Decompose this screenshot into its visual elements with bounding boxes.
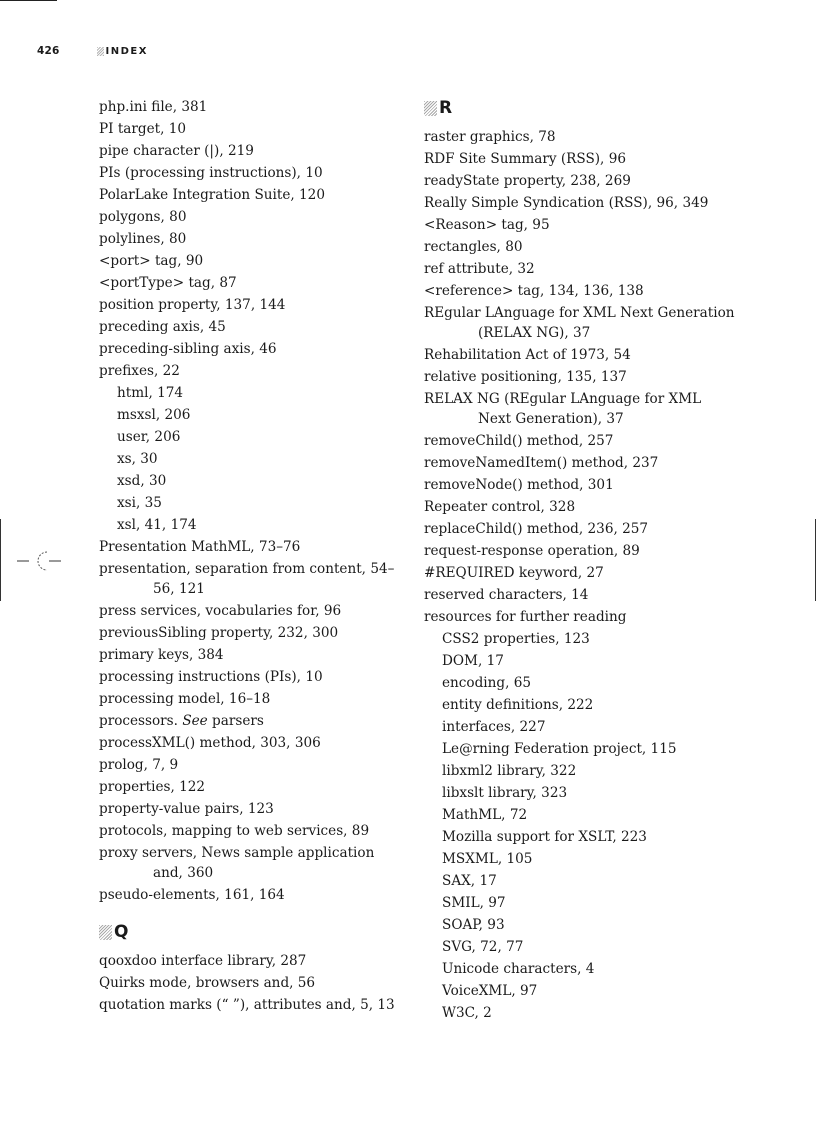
index-entry [99, 536, 399, 558]
index-entry [424, 192, 736, 214]
index-entry [424, 302, 736, 344]
entry-text: libxml2 library, 322 [442, 763, 577, 779]
index-subentry [99, 448, 399, 470]
index-subentry [424, 804, 736, 826]
entry-text: processing instructions (PIs), 10 [99, 669, 323, 685]
index-entry [424, 214, 736, 236]
index-entry [99, 666, 399, 688]
entry-text: primary keys, 384 [99, 647, 224, 663]
entry-text: Really Simple Syndication (RSS), 96, 349 [424, 195, 709, 211]
entry-text: msxsl, 206 [117, 407, 191, 423]
entry-text: prefixes, 22 [99, 363, 180, 379]
entry-text: Mozilla support for XSLT, 223 [442, 829, 647, 845]
entry-text: processing model, 16–18 [99, 691, 271, 707]
entry-text: SMIL, 97 [442, 895, 506, 911]
entry-text: previousSibling property, 232, 300 [99, 625, 339, 641]
registration-mark-icon [17, 549, 61, 573]
index-column-left [99, 96, 399, 1016]
index-entry [424, 474, 736, 496]
index-entry [99, 798, 399, 820]
index-entry [99, 184, 399, 206]
entry-text: <reference> tag, 134, 136, 138 [424, 283, 644, 299]
index-subentry [424, 672, 736, 694]
index-entry [424, 280, 736, 302]
index-entry [99, 294, 399, 316]
index-entry [424, 170, 736, 192]
index-entry [424, 258, 736, 280]
index-entry [99, 710, 399, 732]
header-square-icon [97, 47, 104, 56]
index-entry [99, 228, 399, 250]
entry-text: Quirks mode, browsers and, 56 [99, 975, 316, 991]
entry-text: html, 174 [117, 385, 184, 401]
entry-text: xsd, 30 [117, 473, 167, 489]
index-entry [99, 96, 399, 118]
entry-text: quotation marks (“ ”), attributes and, 5, 13 [99, 997, 395, 1013]
entry-text: <portType> tag, 87 [99, 275, 237, 291]
index-subentry [424, 694, 736, 716]
entry-text: encoding, 65 [442, 675, 532, 691]
entry-text: removeChild() method, 257 [424, 433, 614, 449]
index-entry [424, 540, 736, 562]
entry-text: <Reason> tag, 95 [424, 217, 550, 233]
entry-text: xsi, 35 [117, 495, 162, 511]
entry-text: Repeater control, 328 [424, 499, 576, 515]
entry-text: removeNode() method, 301 [424, 477, 614, 493]
entry-text: property-value pairs, 123 [99, 801, 274, 817]
index-entry [99, 842, 399, 884]
index-entry [99, 558, 399, 600]
entry-text: polygons, 80 [99, 209, 187, 225]
entry-text: readyState property, 238, 269 [424, 173, 631, 189]
index-entry [99, 140, 399, 162]
entry-text: Rehabilitation Act of 1973, 54 [424, 347, 631, 363]
entry-text: qooxdoo interface library, 287 [99, 953, 307, 969]
entry-text: relative positioning, 135, 137 [424, 369, 627, 385]
index-entry [424, 584, 736, 606]
entry-text: pseudo-elements, 161, 164 [99, 887, 285, 903]
index-subentry [424, 716, 736, 738]
entry-text: preceding-sibling axis, 46 [99, 341, 277, 357]
entry-text: php.ini file, 381 [99, 99, 208, 115]
index-entry [99, 162, 399, 184]
index-entry [424, 148, 736, 170]
index-entry [99, 272, 399, 294]
index-entry [99, 338, 399, 360]
section-letter: R [439, 98, 453, 118]
index-entry [424, 344, 736, 366]
section-heading-q [99, 920, 399, 944]
entry-text: polylines, 80 [99, 231, 187, 247]
entry-text: SAX, 17 [442, 873, 497, 889]
section-heading-r [424, 96, 736, 120]
index-subentry [99, 514, 399, 536]
top-crop-rule [0, 0, 57, 1]
index-entry [424, 452, 736, 474]
index-subentry [424, 760, 736, 782]
entry-text: ref attribute, 32 [424, 261, 535, 277]
left-crop-line [0, 519, 1, 601]
index-subentry [424, 650, 736, 672]
index-entry [99, 316, 399, 338]
index-entry [99, 884, 399, 906]
index-subentry [99, 382, 399, 404]
index-entry [424, 236, 736, 258]
header-title: INDEX [105, 45, 148, 57]
entry-text: Unicode characters, 4 [442, 961, 595, 977]
index-entry [424, 388, 736, 430]
index-list-q [99, 950, 399, 1016]
entry-text: entity definitions, 222 [442, 697, 594, 713]
entry-text: PI target, 10 [99, 121, 187, 137]
entry-text: user, 206 [117, 429, 181, 445]
index-subentry [424, 782, 736, 804]
index-subentry [424, 738, 736, 760]
entry-text: PolarLake Integration Suite, 120 [99, 187, 325, 203]
entry-text: SOAP, 93 [442, 917, 505, 933]
index-entry [424, 518, 736, 540]
index-entry [99, 732, 399, 754]
entry-text: MathML, 72 [442, 807, 528, 823]
entry-text: properties, 122 [99, 779, 206, 795]
entry-text: Le@rning Federation project, 115 [442, 741, 677, 757]
index-entry [99, 644, 399, 666]
entry-text: removeNamedItem() method, 237 [424, 455, 659, 471]
entry-text: proxy servers, News sample application and, 360 [99, 845, 375, 881]
page-header [37, 43, 148, 59]
section-square-icon [99, 925, 112, 940]
index-entry [99, 118, 399, 140]
entry-text: processors. [99, 713, 178, 729]
entry-text: SVG, 72, 77 [442, 939, 524, 955]
index-subentry [99, 492, 399, 514]
index-entry [424, 606, 736, 628]
index-subentry [99, 470, 399, 492]
index-entry [424, 430, 736, 452]
entry-text: RELAX NG (REgular LAnguage for XML Next Generation), 37 [424, 391, 702, 427]
entry-text: processXML() method, 303, 306 [99, 735, 321, 751]
entry-text: Presentation MathML, 73–76 [99, 539, 301, 555]
index-subentry [99, 404, 399, 426]
index-entry [99, 776, 399, 798]
index-entry [99, 360, 399, 382]
index-subentry [424, 980, 736, 1002]
index-subentry [424, 892, 736, 914]
entry-text: VoiceXML, 97 [442, 983, 538, 999]
index-subentry [99, 426, 399, 448]
index-entry [99, 754, 399, 776]
entry-text: rectangles, 80 [424, 239, 523, 255]
index-entry [424, 562, 736, 584]
section-square-icon [424, 101, 437, 116]
entry-text: REgular LAnguage for XML Next Generation (RELAX NG), 37 [424, 305, 735, 341]
index-entry [99, 994, 399, 1016]
entry-text: xsl, 41, 174 [117, 517, 197, 533]
entry-text: press services, vocabularies for, 96 [99, 603, 342, 619]
entry-text: prolog, 7, 9 [99, 757, 179, 773]
see-reference: See [182, 713, 208, 729]
index-column-right [424, 96, 736, 1024]
page-number: 426 [37, 45, 60, 57]
index-subentry [424, 914, 736, 936]
index-entry [99, 820, 399, 842]
index-entry [99, 250, 399, 272]
entry-text: reserved characters, 14 [424, 587, 589, 603]
entry-text: presentation, separation from content, 54–56, 121 [99, 561, 395, 597]
entry-text: preceding axis, 45 [99, 319, 226, 335]
section-letter: Q [114, 922, 129, 942]
entry-text: <port> tag, 90 [99, 253, 204, 269]
entry-text: DOM, 17 [442, 653, 504, 669]
index-subentry [424, 936, 736, 958]
index-list-p [99, 96, 399, 906]
index-entry [424, 366, 736, 388]
entry-text: #REQUIRED keyword, 27 [424, 565, 604, 581]
index-subentry [424, 848, 736, 870]
entry-text: protocols, mapping to web services, 89 [99, 823, 370, 839]
index-subentry [424, 826, 736, 848]
entry-text: replaceChild() method, 236, 257 [424, 521, 649, 537]
index-entry [99, 950, 399, 972]
index-entry [99, 688, 399, 710]
index-subentry [424, 628, 736, 650]
index-subentry [424, 958, 736, 980]
index-entry [99, 972, 399, 994]
index-entry [424, 496, 736, 518]
entry-text: raster graphics, 78 [424, 129, 556, 145]
index-entry [99, 206, 399, 228]
entry-text: xs, 30 [117, 451, 158, 467]
entry-text: interfaces, 227 [442, 719, 546, 735]
entry-text: pipe character (|), 219 [99, 143, 254, 159]
entry-text: libxslt library, 323 [442, 785, 568, 801]
entry-text: position property, 137, 144 [99, 297, 286, 313]
index-list-r [424, 126, 736, 1024]
entry-text: RDF Site Summary (RSS), 96 [424, 151, 626, 167]
entry-text: CSS2 properties, 123 [442, 631, 590, 647]
entry-text: MSXML, 105 [442, 851, 533, 867]
see-target: parsers [212, 713, 264, 729]
index-entry [99, 600, 399, 622]
entry-text: PIs (processing instructions), 10 [99, 165, 323, 181]
entry-text: resources for further reading [424, 609, 627, 625]
index-entry [99, 622, 399, 644]
index-subentry [424, 870, 736, 892]
index-entry [424, 126, 736, 148]
entry-text: request-response operation, 89 [424, 543, 640, 559]
index-subentry [424, 1002, 736, 1024]
entry-text: W3C, 2 [442, 1005, 492, 1021]
